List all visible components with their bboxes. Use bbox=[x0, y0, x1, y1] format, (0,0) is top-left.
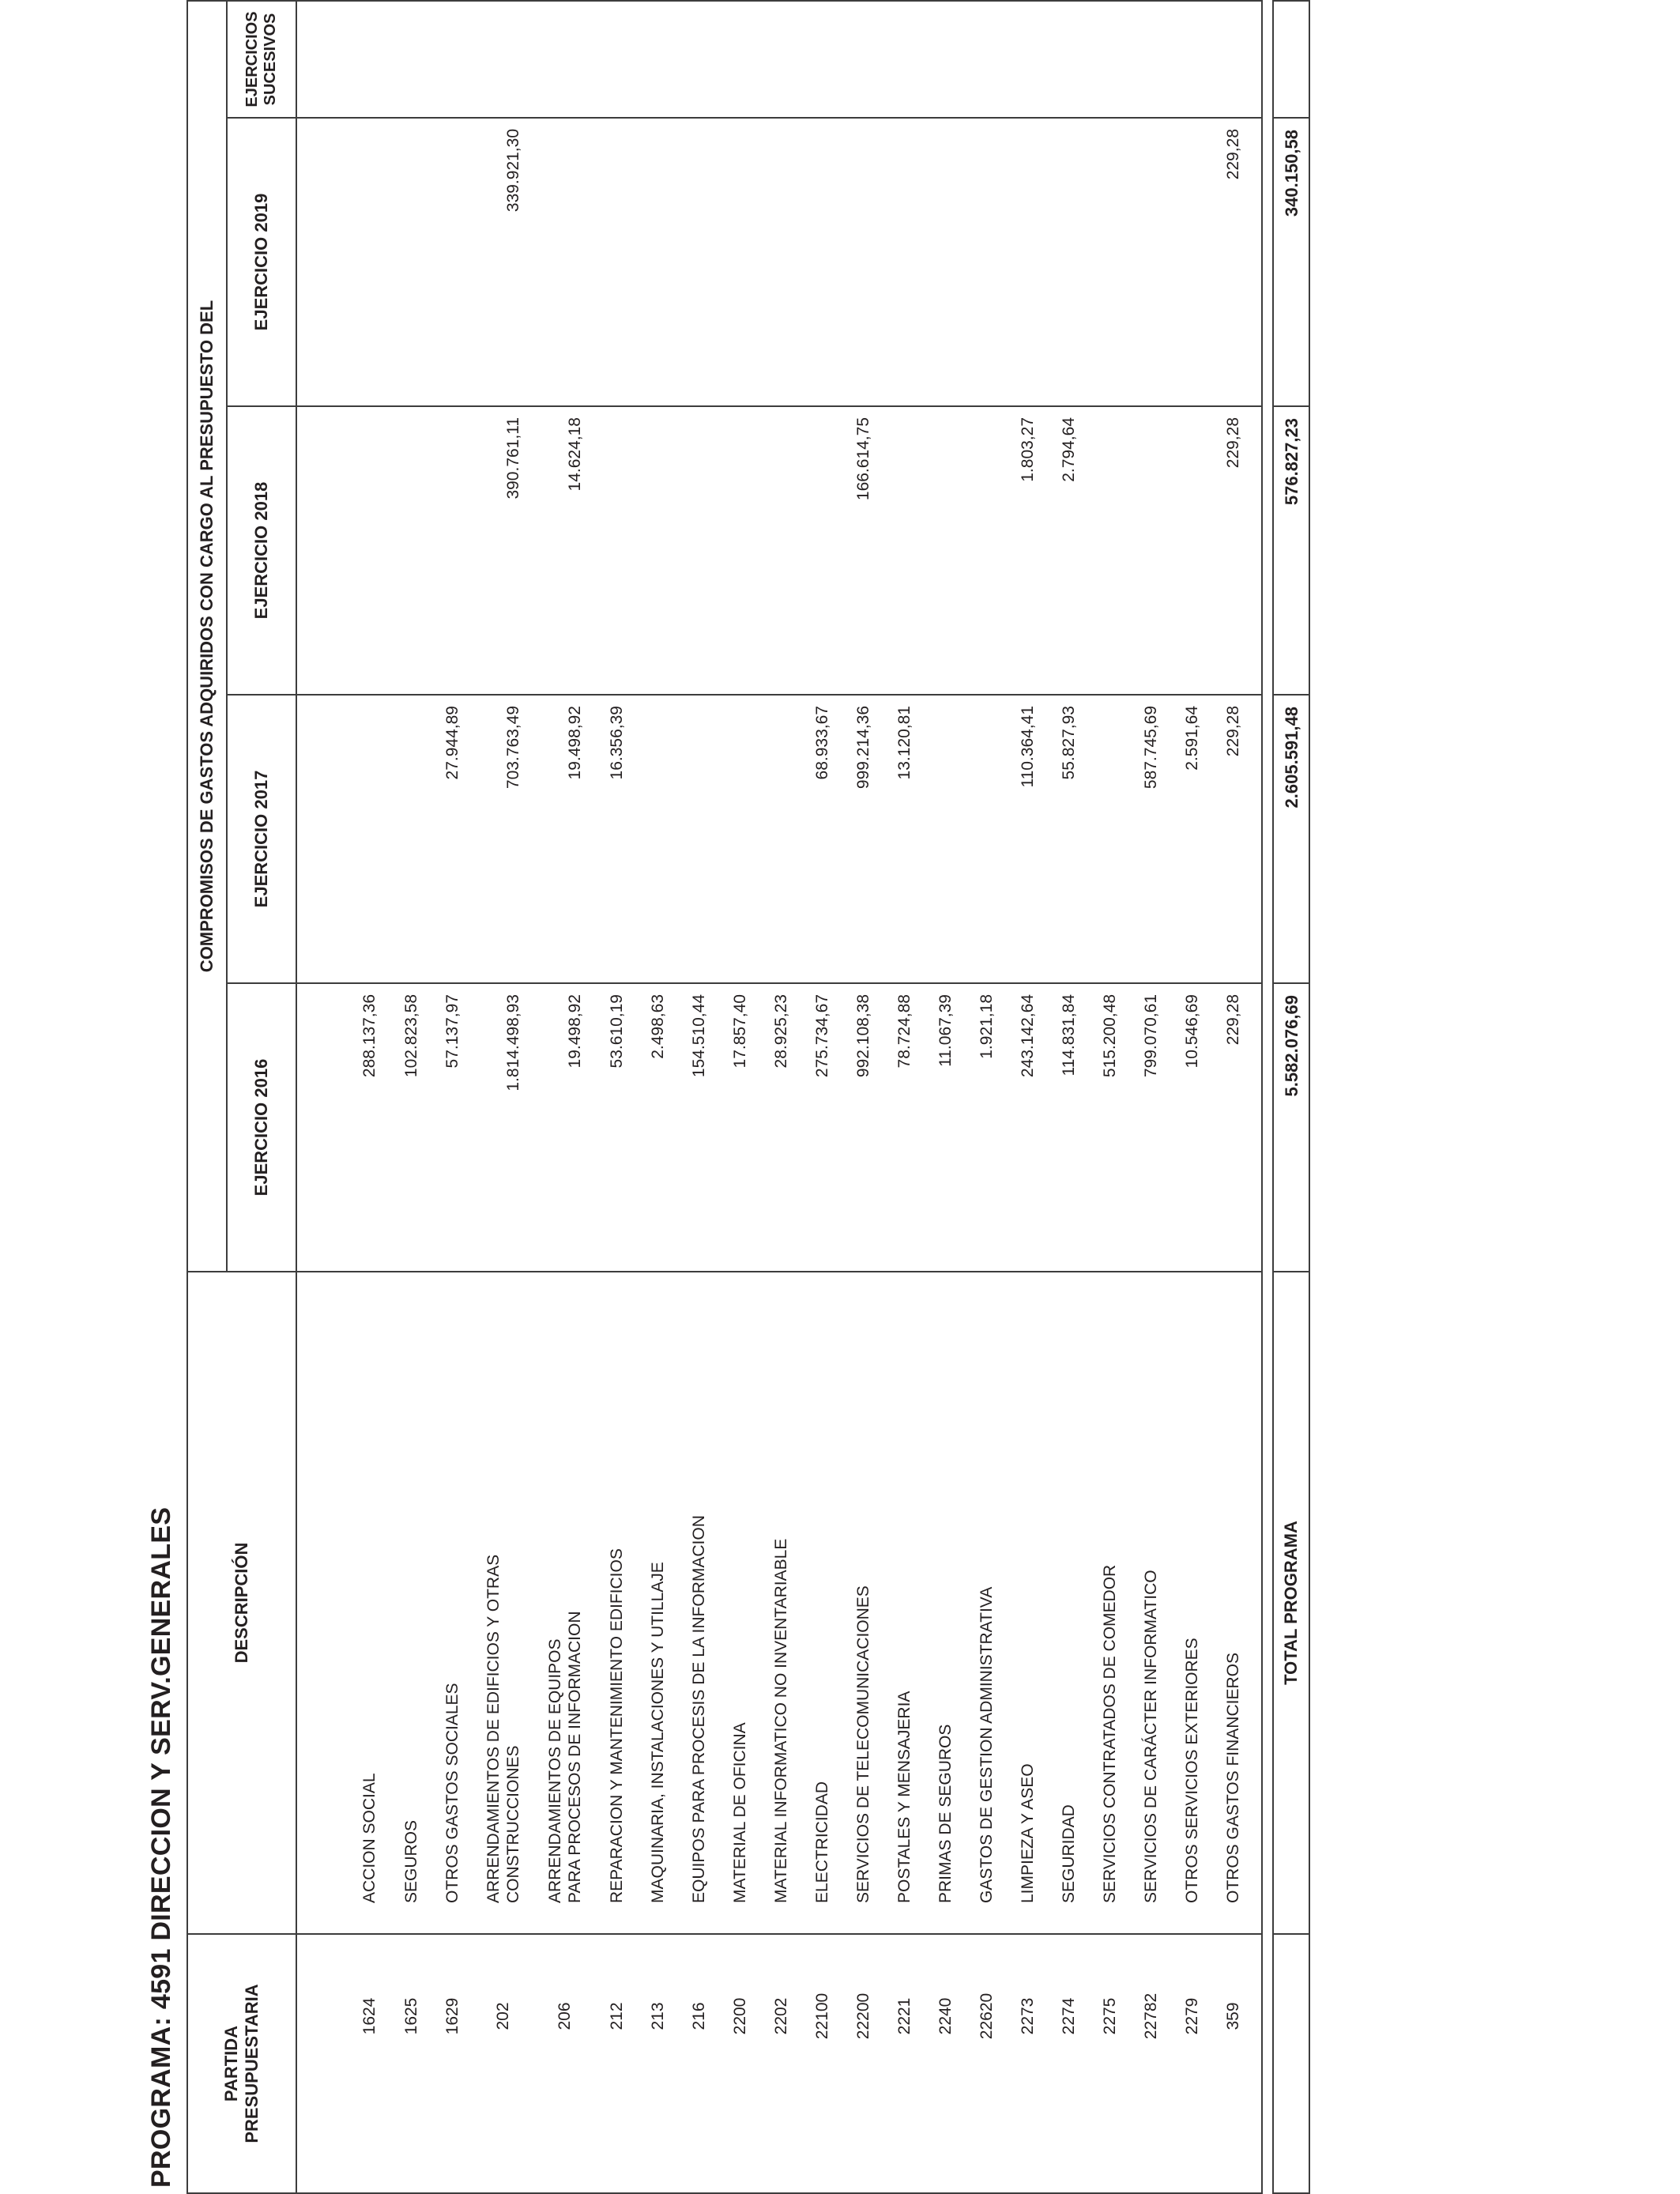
row-value: 19.498,92 bbox=[566, 994, 584, 1069]
row-value: 78.724,88 bbox=[895, 994, 913, 1069]
partida-code: 206 bbox=[556, 2002, 574, 2030]
partida-code: 22782 bbox=[1142, 1992, 1160, 2040]
row-value: 55.827,93 bbox=[1060, 706, 1078, 780]
row-value: 229,28 bbox=[1224, 129, 1242, 180]
partida-code: 22100 bbox=[813, 1992, 831, 2040]
total-sucesivos bbox=[1272, 0, 1310, 119]
row-value: 2.794,64 bbox=[1060, 417, 1078, 482]
row-value: 2.591,64 bbox=[1183, 706, 1201, 771]
row-value: 166.614,75 bbox=[854, 417, 872, 501]
row-value: 587.745,69 bbox=[1142, 706, 1160, 790]
row-value: 68.933,67 bbox=[813, 706, 831, 780]
total-2016: 5.582.076,69 bbox=[1272, 982, 1310, 1272]
total-2017: 2.605.591,48 bbox=[1272, 694, 1310, 984]
row-value: 229,28 bbox=[1224, 417, 1242, 469]
row-value: 57.137,97 bbox=[443, 994, 461, 1069]
row-description: ELECTRICIDAD bbox=[813, 1781, 831, 1903]
partida-code: 1629 bbox=[443, 1997, 461, 2035]
row-value: 1.814.498,93 bbox=[504, 994, 522, 1091]
row-description: OTROS GASTOS SOCIALES bbox=[443, 1683, 461, 1903]
row-value: 275.734,67 bbox=[813, 994, 831, 1078]
col-2018 bbox=[296, 405, 1263, 696]
row-value: 13.120,81 bbox=[895, 706, 913, 780]
row-value: 2.498,63 bbox=[649, 994, 667, 1059]
header-year-2016: EJERCICIO 2016 bbox=[226, 982, 297, 1272]
row-description: REPARACION Y MANTENIMIENTO EDIFICIOS bbox=[608, 1548, 626, 1903]
partida-code: 1624 bbox=[360, 1997, 379, 2035]
row-description: LIMPIEZA Y ASEO bbox=[1019, 1763, 1037, 1903]
partida-code: 212 bbox=[608, 2002, 626, 2030]
partida-code: 22620 bbox=[977, 1992, 996, 2040]
row-description: ARRENDAMIENTOS DE EQUIPOS PARA PROCESOS DE INFORMACION bbox=[546, 1611, 584, 1903]
row-value: 229,28 bbox=[1224, 706, 1242, 757]
header-year-2019: EJERCICIO 2019 bbox=[226, 117, 297, 407]
row-value: 1.803,27 bbox=[1019, 417, 1037, 482]
row-value: 992.108,38 bbox=[854, 994, 872, 1078]
row-value: 243.142,64 bbox=[1019, 994, 1037, 1078]
row-description: EQUIPOS PARA PROCESIS DE LA INFORMACION bbox=[690, 1515, 708, 1903]
partida-code: 2202 bbox=[772, 1997, 790, 2035]
partida-code: 2275 bbox=[1101, 1997, 1119, 2035]
row-description: OTROS GASTOS FINANCIEROS bbox=[1224, 1653, 1242, 1903]
row-value: 10.546,69 bbox=[1183, 994, 1201, 1069]
col-2017 bbox=[296, 694, 1263, 984]
partida-code: 22200 bbox=[854, 1992, 872, 2040]
partida-code: 2279 bbox=[1183, 1997, 1201, 2035]
row-description: SERVICIOS CONTRATADOS DE COMEDOR bbox=[1101, 1564, 1119, 1903]
row-description: SEGUROS bbox=[402, 1819, 420, 1903]
col-2019 bbox=[296, 117, 1263, 407]
row-value: 154.510,44 bbox=[690, 994, 708, 1078]
row-description: GASTOS DE GESTION ADMINISTRATIVA bbox=[977, 1586, 996, 1903]
row-description: MAQUINARIA, INSTALACIONES Y UTILLAJE bbox=[649, 1562, 667, 1903]
row-value: 110.364,41 bbox=[1019, 706, 1037, 788]
row-value: 288.137,36 bbox=[360, 994, 379, 1078]
partida-code: 202 bbox=[494, 2002, 512, 2030]
header-partida: PARTIDA PRESUPUESTARIA bbox=[186, 1933, 297, 2194]
partida-code: 2221 bbox=[895, 1997, 913, 2035]
row-value: 27.944,89 bbox=[443, 706, 461, 780]
partida-code: 2200 bbox=[731, 1997, 749, 2035]
row-description: POSTALES Y MENSAJERIA bbox=[895, 1691, 913, 1903]
row-value: 28.925,23 bbox=[772, 994, 790, 1069]
row-description: MATERIAL DE OFICINA bbox=[731, 1722, 749, 1903]
total-partida bbox=[1272, 1933, 1310, 2194]
row-value: 390.761,11 bbox=[504, 417, 522, 499]
header-descripcion: DESCRIPCIÓN bbox=[186, 1271, 297, 1935]
row-value: 703.763,49 bbox=[504, 706, 522, 790]
row-description: MATERIAL INFORMATICO NO INVENTARIABLE bbox=[772, 1538, 790, 1903]
partida-code: 216 bbox=[690, 2002, 708, 2030]
row-description: SEGURIDAD bbox=[1060, 1804, 1078, 1903]
row-value: 229,28 bbox=[1224, 994, 1242, 1046]
row-value: 515.200,48 bbox=[1101, 994, 1119, 1078]
partida-code: 213 bbox=[649, 2002, 667, 2030]
row-description: SERVICIOS DE CARÁCTER INFORMATICO bbox=[1142, 1570, 1160, 1903]
row-value: 114.831,84 bbox=[1060, 994, 1078, 1076]
row-description: ACCION SOCIAL bbox=[360, 1773, 379, 1903]
partida-code: 2273 bbox=[1019, 1997, 1037, 2035]
row-description: PRIMAS DE SEGUROS bbox=[936, 1724, 955, 1903]
row-description: SERVICIOS DE TELECOMUNICACIONES bbox=[854, 1585, 872, 1903]
row-value: 14.624,18 bbox=[566, 417, 584, 492]
row-description: OTROS SERVICIOS EXTERIORES bbox=[1183, 1638, 1201, 1903]
header-group: COMPROMISOS DE GASTOS ADQUIRIDOS CON CARGO AL PRESUPUESTO DEL bbox=[186, 0, 228, 1272]
header-year-2017: EJERCICIO 2017 bbox=[226, 694, 297, 984]
total-label: TOTAL PROGRAMA bbox=[1272, 1271, 1310, 1935]
partida-code: 359 bbox=[1224, 2002, 1242, 2030]
partida-code: 1625 bbox=[402, 1997, 420, 2035]
row-value: 799.070,61 bbox=[1142, 994, 1160, 1078]
partida-code: 2240 bbox=[936, 1997, 955, 2035]
row-value: 11.067,39 bbox=[936, 994, 955, 1067]
row-description: ARRENDAMIENTOS DE EDIFICIOS Y OTRAS CONSTRUCCIONES bbox=[484, 1554, 522, 1903]
partida-code: 2274 bbox=[1060, 1997, 1078, 2035]
row-value: 53.610,19 bbox=[608, 994, 626, 1069]
row-value: 999.214,36 bbox=[854, 706, 872, 790]
total-2019: 340.150,58 bbox=[1272, 117, 1310, 407]
row-value: 339.921,30 bbox=[504, 129, 522, 213]
total-2018: 576.827,23 bbox=[1272, 405, 1310, 696]
row-value: 17.857,40 bbox=[731, 994, 749, 1069]
row-value: 1.921,18 bbox=[977, 994, 996, 1059]
page-title: PROGRAMA: 4591 DIRECCION Y SERV.GENERALES bbox=[146, 1506, 176, 2188]
row-value: 102.823,58 bbox=[402, 994, 420, 1078]
col-sucesivos bbox=[296, 0, 1263, 119]
row-value: 19.498,92 bbox=[566, 706, 584, 780]
row-value: 16.356,39 bbox=[608, 706, 626, 780]
header-year-2018: EJERCICIO 2018 bbox=[226, 405, 297, 696]
header-year-sucesivos: EJERCICIOS SUCESIVOS bbox=[226, 0, 297, 119]
